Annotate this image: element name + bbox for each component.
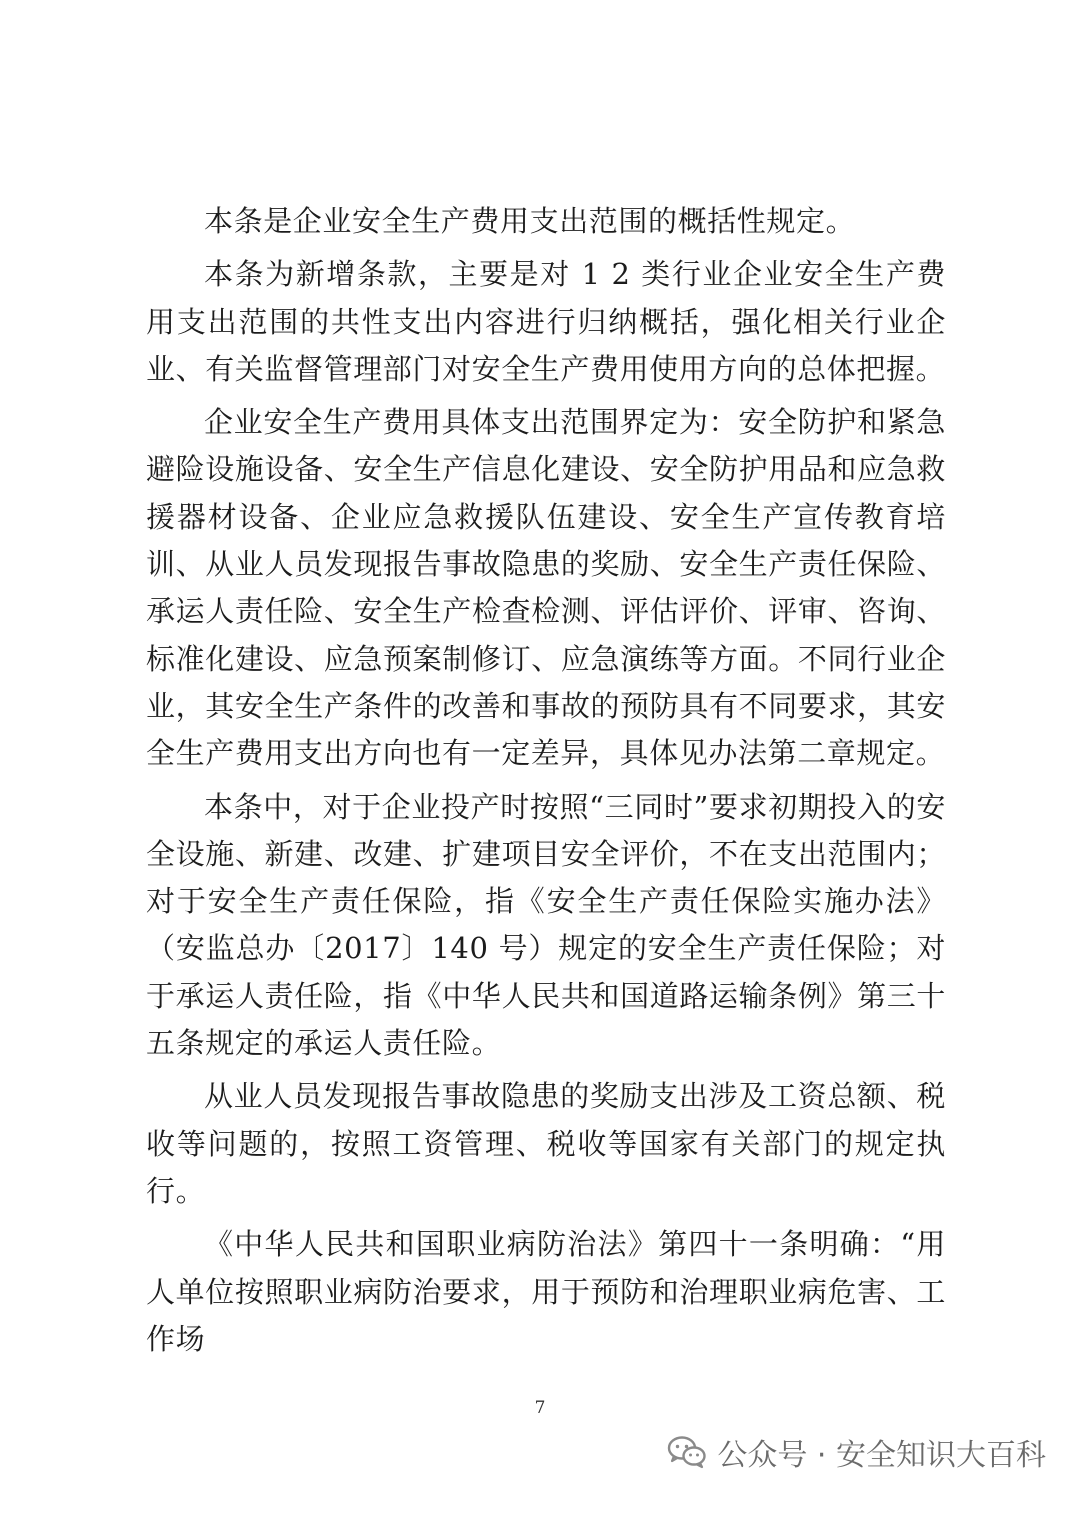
paragraph-5: 从业人员发现报告事故隐患的奖励支出涉及工资总额、税收等问题的，按照工资管理、税收等国家有关部门的规定执行。: [146, 1079, 946, 1208]
watermark-text: 公众号 · 安全知识大百科: [717, 1438, 1046, 1473]
paragraph-2: 本条为新增条款，主要是对 1 2 类行业企业安全生产费用支出范围的共性支出内容进行归纳概括，强化相关行业企业、有关监督管理部门对安全生产费用使用方向的总体把握。: [146, 257, 946, 386]
watermark: [667, 1430, 1046, 1474]
paragraph-4: 本条中，对于企业投产时按照“三同时”要求初期投入的安全设施、新建、改建、扩建项目安全评价，不在支出范围内；对于安全生产责任保险，指《安全生产责任保险实施办法》（安监总办〔2017〕140 号）规定的安全生产责任保险；对于承运人责任险，指《中华人民共和国道路运输条例》第三十五条规定的承运人责任险。: [146, 789, 946, 1061]
paragraph-3: 企业安全生产费用具体支出范围界定为：安全防护和紧急避险设施设备、安全生产信息化建设、安全防护用品和应急救援器材设备、企业应急救援队伍建设、安全生产宣传教育培训、从业人员发现报告事故隐患的奖励、安全生产责任保险、承运人责任险、安全生产检查检测、评估评价、评审、咨询、标准化建设、应急预案制修订、应急演练等方面。不同行业企业，其安全生产条件的改善和事故的预防具有不同要求，其安全生产费用支出方向也有一定差异，具体见办法第二章规定。: [146, 405, 946, 771]
document-body: [146, 198, 946, 1369]
paragraph-1: 本条是企业安全生产费用支出范围的概括性规定。: [204, 204, 856, 238]
paragraph-6: 《中华人民共和国职业病防治法》第四十一条明确：“用人单位按照职业病防治要求，用于预防和治理职业病危害、工作场: [146, 1227, 946, 1356]
wechat-icon: [667, 1435, 707, 1469]
page-number: 7: [534, 1398, 546, 1418]
